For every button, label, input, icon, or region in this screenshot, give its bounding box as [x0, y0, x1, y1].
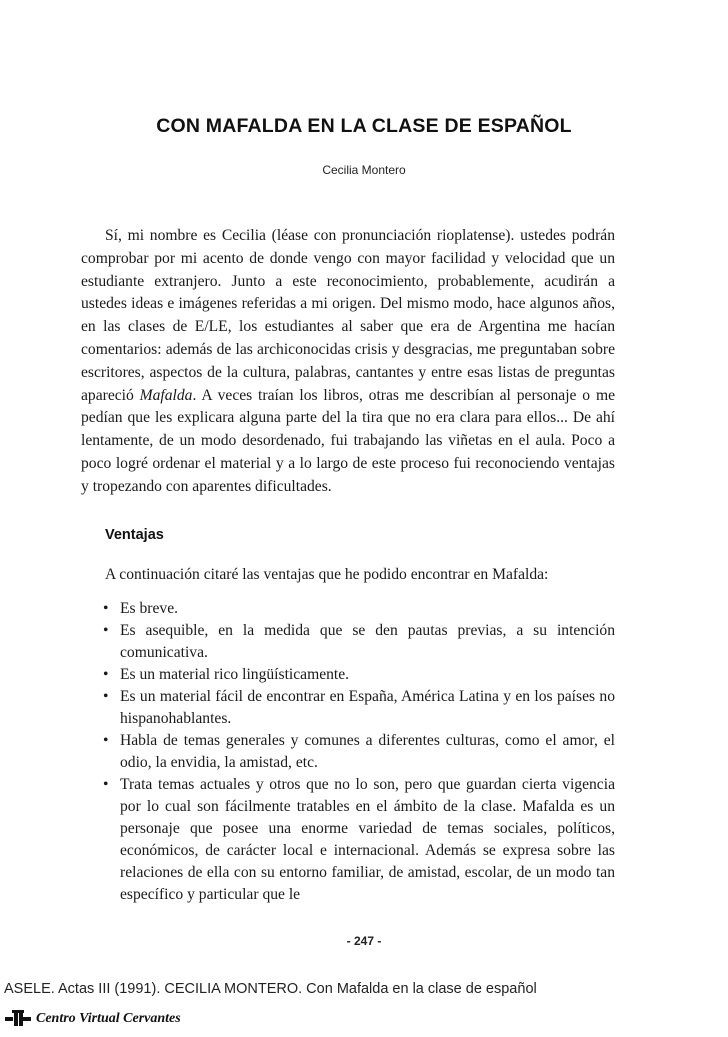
bullet-icon: •	[103, 732, 109, 749]
list-item-text: Es un material fácil de encontrar en España, América Latina y en los países no hispanohablantes.	[120, 688, 615, 727]
list-item-text: Es un material rico lingüísticamente.	[120, 666, 350, 683]
list-item-text: Es asequible, en la medida que se den pautas previas, a su intención comunicativa.	[120, 622, 615, 661]
list-item	[103, 598, 615, 620]
list-item	[103, 664, 615, 686]
intro-text-end: . A veces traían los libros, otras me describían al personaje o me pedían que les explicara alguna parte del la tira que no era clara para ellos... De ahí lentamente, de un modo desordenado, fui trabajando las viñetas en el aula. Poco a poco logré ordenar el material y a lo largo de este proceso fui reconociendo ventajas y tropezando con aparentes dificultades.	[81, 386, 615, 495]
intro-italic-mafalda: Mafalda	[139, 386, 193, 404]
section-intro: A continuación citaré las ventajas que he podido encontrar en Mafalda:	[105, 566, 549, 583]
author-name: Cecilia Montero	[322, 163, 406, 177]
list-item	[103, 774, 615, 906]
intro-paragraph	[81, 225, 615, 499]
bullet-icon: •	[103, 622, 109, 639]
list-item-text: Trata temas actuales y otros que no lo son, pero que guardan cierta vigencia por lo cual son fácilmente tratables en el ámbito de la clase. Mafalda es un personaje que posee una enorme variedad de temas sociales, políticos, económicos, de carácter local e internacional. Además se expresa sobre las relaciones de ella con su entorno familiar, de amistad, escolar, de un modo tan específico y particular que le	[120, 776, 615, 903]
bullet-icon: •	[103, 688, 109, 705]
advantages-list	[103, 598, 615, 906]
list-item	[103, 620, 615, 664]
section-heading: Ventajas	[105, 527, 164, 543]
document-title: CON MAFALDA EN LA CLASE DE ESPAÑOL	[156, 115, 572, 137]
bullet-icon: •	[103, 666, 109, 683]
intro-text-start: Sí, mi nombre es Cecilia (léase con pronunciación rioplatense). ustedes podrán comprobar por mi acento de donde vengo con mayor facilidad y velocidad que un estudiante extranjero. Junto a este reconocimiento, probablemente, acudirán a ustedes ideas e imágenes referidas a mi origen. Del mismo modo, hace algunos años, en las clases de E/LE, los estudiantes al saber que era de Argentina me hacían comentarios: además de las archiconocidas crisis y desgracias, me preguntaban sobre escritores, aspectos de la cultura, palabras, cantantes y entre esas listas de preguntas apareció	[81, 227, 615, 404]
list-item-text: Habla de temas generales y comunes a diferentes culturas, como el amor, el odio, la envidia, la amistad, etc.	[120, 732, 615, 771]
bullet-icon: •	[103, 776, 109, 793]
cvc-brand-name: Centro Virtual Cervantes	[36, 1011, 181, 1026]
citation-line: ASELE. Actas III (1991). CECILIA MONTERO. Con Mafalda en la clase de español	[4, 981, 537, 997]
list-item	[103, 730, 615, 774]
list-item	[103, 686, 615, 730]
bullet-icon: •	[103, 600, 109, 617]
page-number: - 247 -	[346, 934, 382, 948]
list-item-text: Es breve.	[120, 600, 179, 617]
cvc-logo-icon	[4, 1010, 32, 1028]
cvc-brand	[4, 1009, 181, 1029]
